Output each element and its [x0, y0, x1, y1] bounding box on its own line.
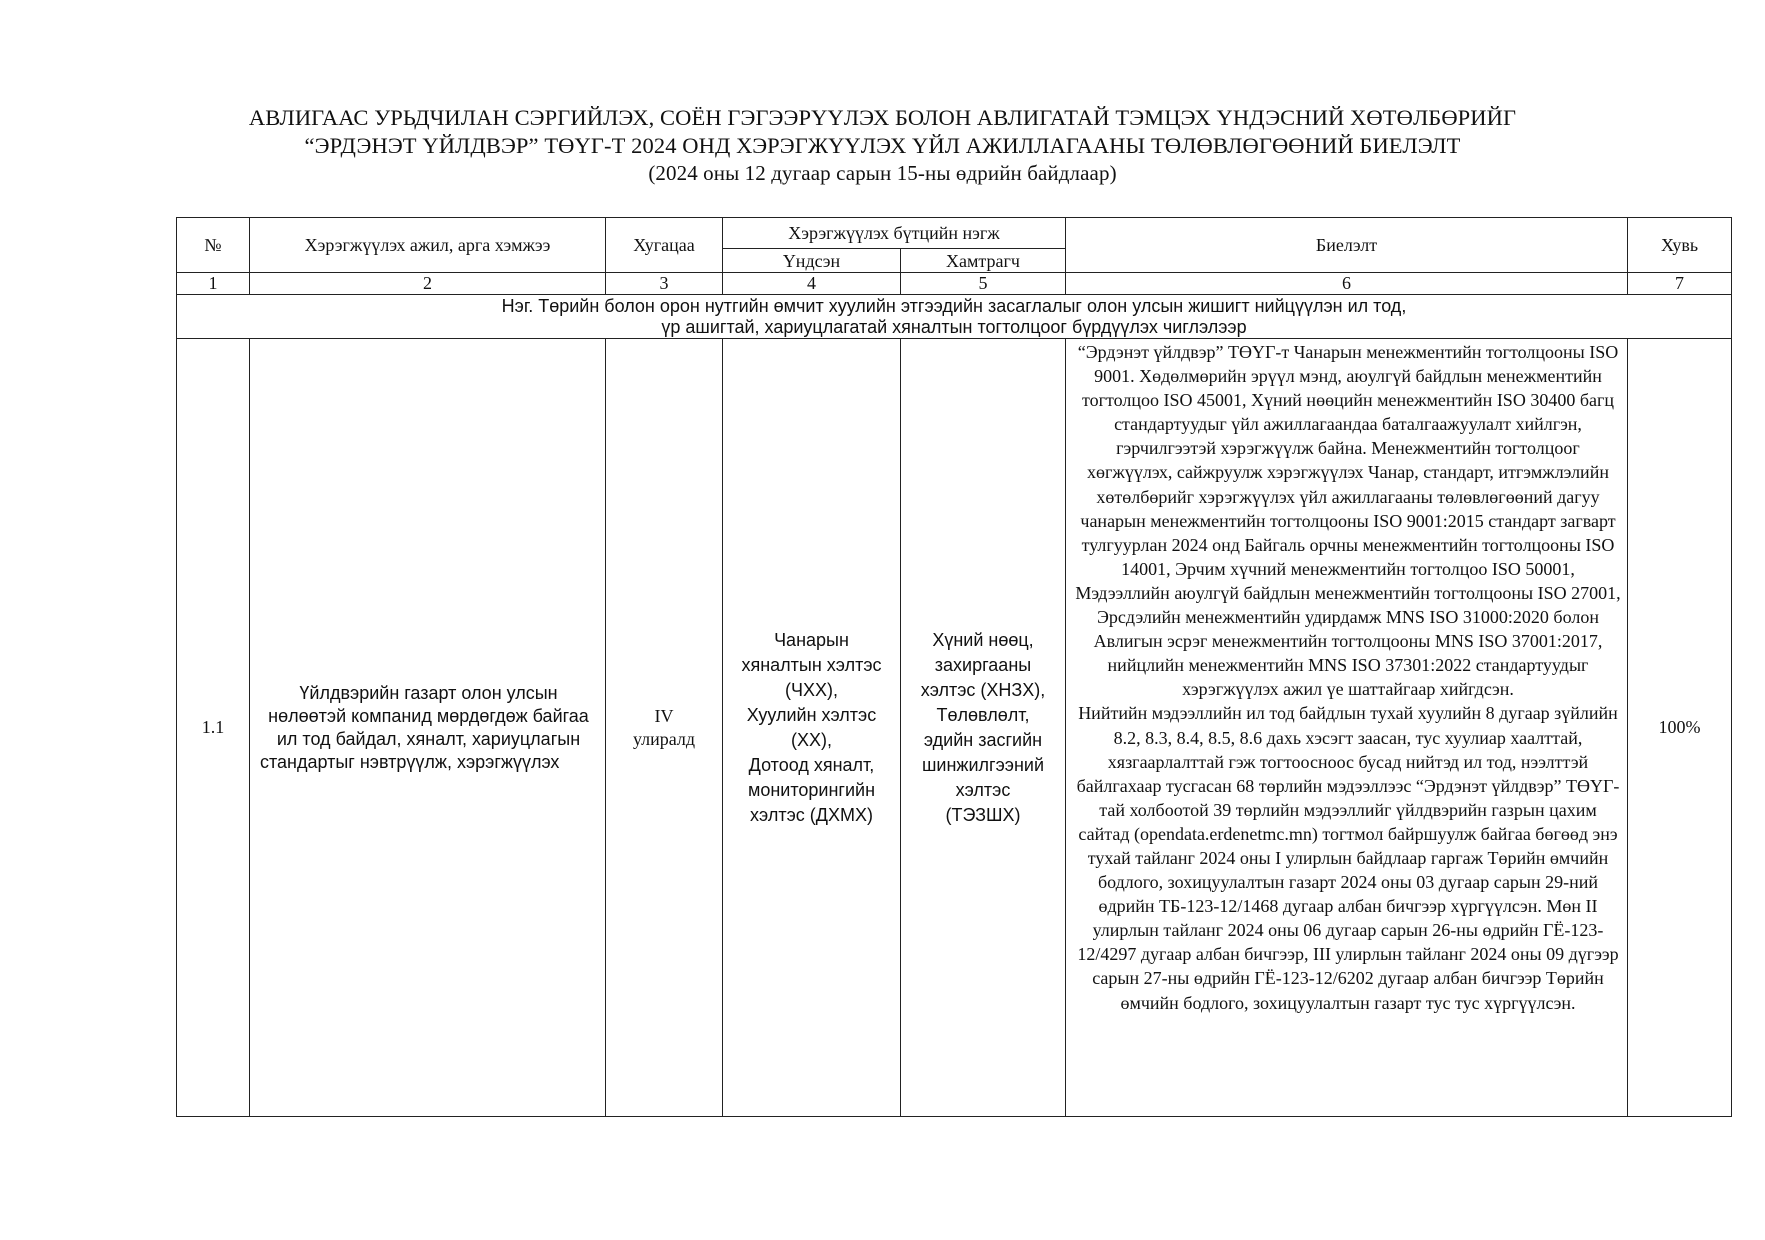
partner-unit-line: хэлтэс (ХНЗХ),	[920, 679, 1046, 700]
main-unit-line: (ЧХХ),	[785, 679, 838, 700]
column-number: 3	[606, 273, 723, 295]
main-unit-line: Чанарын	[774, 629, 849, 650]
section-heading	[177, 295, 1732, 339]
title-subtitle: (2024 оны 12 дугаар сарын 15-ны өдрийн байдлаар)	[648, 161, 1117, 185]
plan-table	[176, 217, 1732, 1117]
document-title	[0, 104, 1765, 187]
column-number: 6	[1066, 273, 1628, 295]
section-heading-line-1: Нэг. Төрийн болон орон нутгийн өмчит хуулийн этгээдийн засаглалыг олон улсын жишигт нийцүүлэн ил тод,	[501, 295, 1407, 316]
row-deadline	[606, 339, 723, 1117]
main-unit-line: хяналтын хэлтэс	[741, 654, 882, 675]
table-row	[177, 339, 1732, 1117]
column-number: 1	[177, 273, 250, 295]
main-unit-line: (ХХ),	[790, 729, 832, 750]
row-deadline-quarter: IV	[654, 705, 674, 726]
column-number: 5	[901, 273, 1066, 295]
partner-unit-line: Төлөвлөлт,	[936, 704, 1030, 725]
header-task: Хэрэгжүүлэх ажил, арга хэмжээ	[250, 218, 606, 273]
header-unit-group: Хэрэгжүүлэх бүтцийн нэгж	[723, 218, 1066, 249]
header-deadline: Хугацаа	[606, 218, 723, 273]
header-performance: Биелэлт	[1066, 218, 1628, 273]
header-percent: Хувь	[1628, 218, 1732, 273]
column-number: 2	[250, 273, 606, 295]
main-unit-line: Дотоод хяналт,	[748, 754, 875, 775]
partner-unit-line: Хүний нөөц,	[932, 629, 1034, 650]
row-main-unit	[723, 339, 901, 1117]
main-unit-line: мониторингийн	[747, 779, 876, 800]
row-performance	[1066, 339, 1628, 1117]
row-percent: 100%	[1628, 339, 1732, 1117]
row-deadline-label: улиралд	[632, 728, 696, 749]
title-line-2: “ЭРДЭНЭТ ҮЙЛДВЭР” ТӨҮГ-Т 2024 ОНД ХЭРЭГЖҮҮЛЭХ ҮЙЛ АЖИЛЛАГААНЫ ТӨЛӨВЛӨГӨӨНИЙ БИЕЛЭЛТ	[304, 133, 1461, 158]
column-number: 7	[1628, 273, 1732, 295]
main-unit-line: Хуулийн хэлтэс	[746, 704, 877, 725]
partner-unit-line: (ТЭЗШХ)	[945, 804, 1021, 825]
title-line-1: АВЛИГААС УРЬДЧИЛАН СЭРГИЙЛЭХ, СОЁН ГЭГЭЭРҮҮЛЭХ БОЛОН АВЛИГАТАЙ ТЭМЦЭХ ҮНДЭСНИЙ ХӨТӨЛБӨРИЙГ	[248, 105, 1517, 130]
partner-unit-line: захиргааны	[934, 654, 1032, 675]
main-unit-line: хэлтэс (ДХМХ)	[750, 804, 873, 825]
header-row	[177, 218, 1732, 249]
column-number-row	[177, 273, 1732, 295]
row-task: Үйлдвэрийн газарт олон улсын нөлөөтэй компанид мөрдөгдөж байгаа ил тод байдал, хяналт, хариуцлагын стандартыг нэвтрүүлж, хэрэгжүүлэх	[250, 339, 606, 1117]
performance-paragraph-2: Нийтийн мэдээллийн ил тод байдлын тухай хуулийн 8 дугаар зүйлийн 8.2, 8.3, 8.4, 8.5, 8.6 дахь хэсэгт заасан, тус хуулиар хаалттай, хязгаарлалттай гэж тогтоосноос бусад нийтэд ил тод, нээлттэй байлгахаар тусгасан 68 төрлийн мэдээллээс “Эрдэнэт үйлдвэр” ТӨҮГ-тай холбоотой 39 төрлийн мэдээллийг үйлдвэрийн газрын цахим сайтад (opendata.erdenetmc.mn) тогтмол байршуулж байгаа бөгөөд энэ тухай тайланг 2024 оны I улирлын байдлаар гаргаж Төрийн өмчийн бодлого, зохицуулалтын газарт 2024 оны 03 дугаар сарын 29-ний өдрийн ТБ-123-12/1468 дугаар албан бичгээр хүргүүлсэн. Мөн II улирлын тайланг 2024 оны 06 дугаар сарын 26-ны өдрийн ГЁ-123-12/4297 дугаар албан бичгээр, III улирлын тайланг 2024 оны 09 дүгээр сарын 27-ны өдрийн ГЁ-123-12/6202 дугаар албан бичгээр Төрийн өмчийн бодлого, зохицуулалтын газарт тус тус хүргүүлсэн.	[1076, 703, 1620, 1013]
column-number: 4	[723, 273, 901, 295]
section-row	[177, 295, 1732, 339]
partner-unit-line: шинжилгээний	[921, 754, 1045, 775]
header-no: №	[177, 218, 250, 273]
header-partner-unit: Хамтрагч	[901, 249, 1066, 273]
header-main-unit: Үндсэн	[723, 249, 901, 273]
partner-unit-line: хэлтэс	[955, 779, 1011, 800]
section-heading-line-2: үр ашигтай, хариуцлагатай хяналтын тогтолцоог бүрдүүлэх чиглэлээр	[661, 316, 1247, 337]
row-number: 1.1	[177, 339, 250, 1117]
partner-unit-line: эдийн засгийн	[923, 729, 1043, 750]
row-partner-unit	[901, 339, 1066, 1117]
performance-paragraph-1: “Эрдэнэт үйлдвэр” ТӨҮГ-т Чанарын менежментийн тогтолцооны ISO 9001. Хөдөлмөрийн эрүүл мэнд, аюулгүй байдлын менежментийн тогтолцоо ISO 45001, Хүний нөөцийн менежментийн ISO 30400 багц стандартуудыг үйл ажиллагаандаа баталгаажуулалт хийлгэн, гэрчилгээтэй хэрэгжүүлж байна. Менежментийн тогтолцоог хөгжүүлэх, сайжруулж хэрэгжүүлэх Чанар, стандарт, итгэмжлэлийн хөтөлбөрийг хэрэгжүүлэх үйл ажиллагааны төлөвлөгөөний дагуу чанарын менежментийн тогтолцооны ISO 9001:2015 стандарт загварт тулгуурлан 2024 онд Байгаль орчны менежментийн тогтолцооны ISO 14001, Эрчим хүчний менежментийн тогтолцоо ISO 50001, Мэдээллийн аюулгүй байдлын менежментийн тогтолцооны ISO 27001, Эрсдэлийн менежментийн удирдамж MNS ISO 31000:2020 болон Авлигын эсрэг менежментийн тогтолцооны MNS ISO 37001:2017, нийцлийн менежментийн MNS ISO 37301:2022 стандартуудыг хэрэгжүүлэх ажил үе шаттайгаар хийгдсэн.	[1075, 342, 1621, 700]
